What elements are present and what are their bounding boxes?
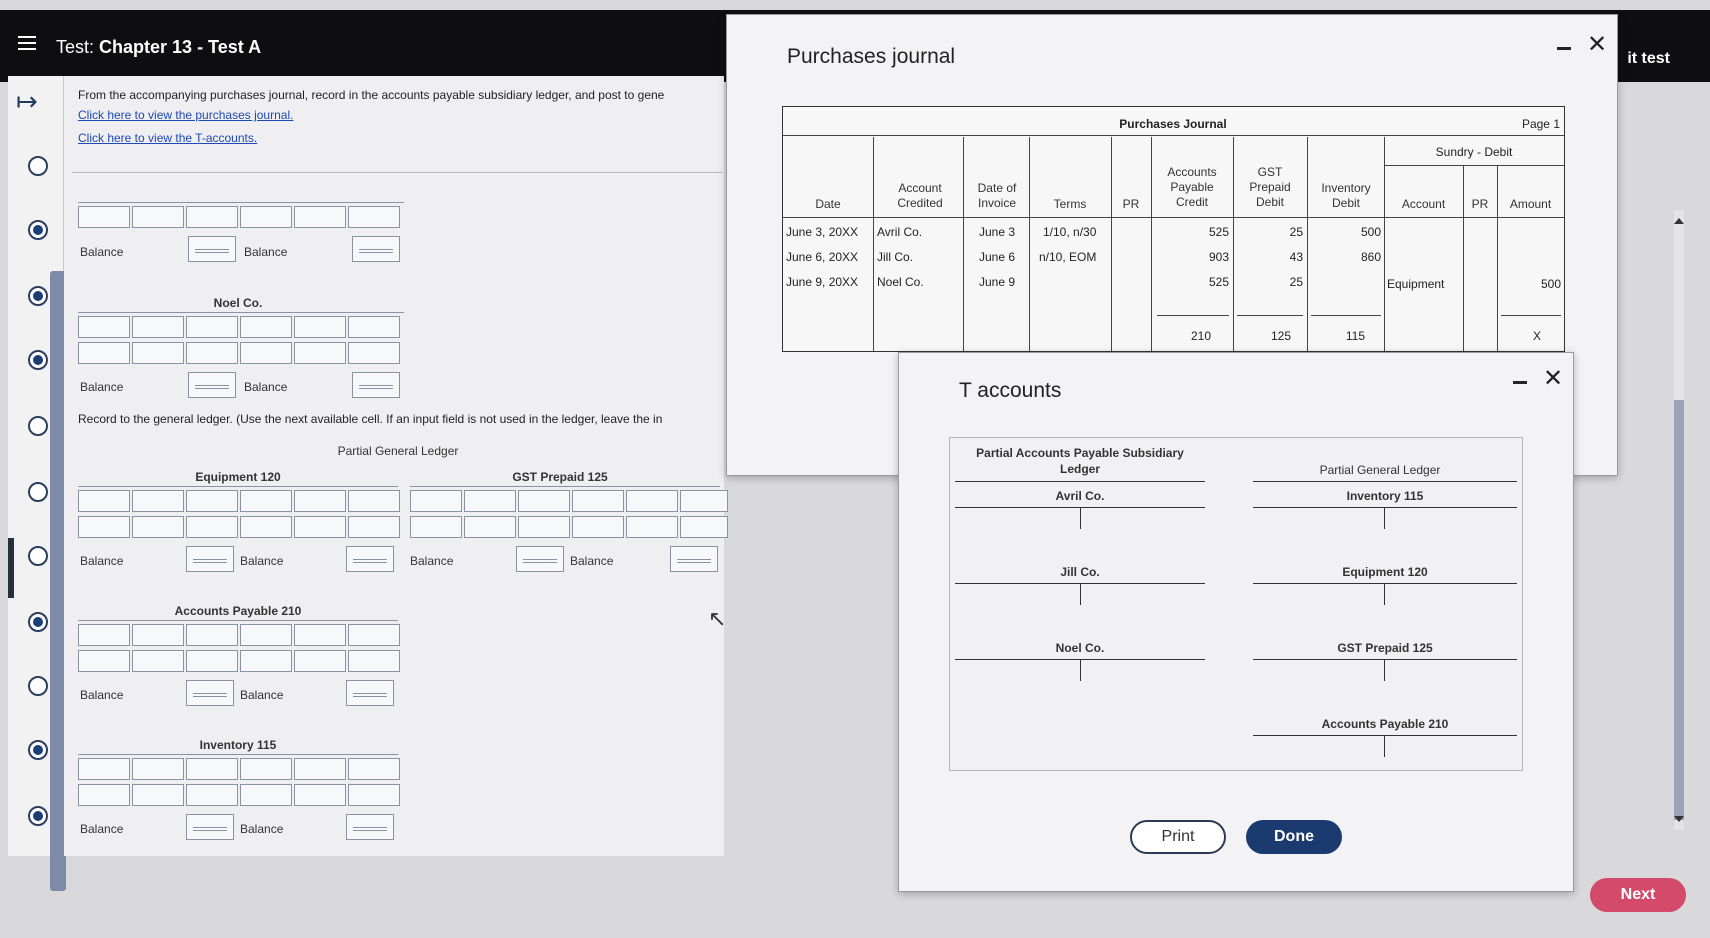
question-radio-6[interactable] — [28, 482, 48, 502]
row-gst: 25 — [1289, 225, 1303, 239]
next-button[interactable]: Next — [1590, 878, 1686, 912]
mouse-cursor-icon: ↖ — [708, 606, 727, 631]
taccount-jill: Jill Co. — [1060, 565, 1100, 579]
question-radio-3[interactable] — [28, 286, 48, 306]
gst-ledger-title: GST Prepaid 125 — [512, 470, 608, 484]
ledger-input[interactable] — [132, 342, 184, 364]
taccount-equipment: Equipment 120 — [1342, 565, 1428, 579]
row-date: June 9, 20XX — [786, 275, 859, 289]
ledger-input[interactable] — [132, 516, 184, 538]
taccount-avril: Avril Co. — [1055, 489, 1105, 503]
balance-label: Balance — [80, 688, 124, 702]
ledger-row — [78, 516, 402, 538]
right-scrollbar[interactable] — [1670, 210, 1688, 830]
row-invoice: June 6 — [979, 250, 1016, 264]
ledger-input[interactable] — [572, 516, 624, 538]
balance-input[interactable] — [352, 236, 400, 262]
row-ap: 525 — [1208, 275, 1229, 289]
question-radio-9[interactable] — [28, 676, 48, 696]
ledger-row — [78, 342, 402, 364]
total-inv: 115 — [1345, 329, 1365, 343]
balance-label: Balance — [80, 380, 124, 394]
ledger-input[interactable] — [294, 206, 346, 228]
header-pr: PR — [1122, 197, 1140, 211]
header-date: Date — [815, 197, 841, 211]
ledger-input[interactable] — [348, 516, 400, 538]
row-account: Jill Co. — [877, 250, 914, 264]
row-invoice: June 3 — [979, 225, 1016, 239]
question-radio-1[interactable] — [28, 156, 48, 176]
ledger-input[interactable] — [294, 650, 346, 672]
minimize-icon[interactable] — [1513, 381, 1527, 384]
ledger-input[interactable] — [348, 342, 400, 364]
ledger-input[interactable] — [186, 784, 238, 806]
ledger-row — [78, 784, 402, 806]
ledger-input[interactable] — [348, 650, 400, 672]
ledger-input[interactable] — [132, 650, 184, 672]
ledger-input[interactable] — [464, 490, 516, 512]
active-question-indicator — [8, 538, 14, 598]
balance-input[interactable] — [352, 372, 400, 398]
balance-label: Balance — [244, 380, 288, 394]
balance-label: Balance — [80, 554, 124, 568]
ledger-input[interactable] — [186, 316, 238, 338]
ledger-input[interactable] — [240, 650, 292, 672]
header-gst-debit: GST Prepaid Debit — [1249, 165, 1291, 209]
ap-ledger-title: Accounts Payable 210 — [174, 604, 302, 618]
row-terms: n/10, EOM — [1039, 250, 1097, 264]
ledger-input[interactable] — [348, 758, 400, 780]
balance-input[interactable] — [188, 372, 236, 398]
ledger-input[interactable] — [294, 784, 346, 806]
header-amount: Amount — [1509, 197, 1552, 211]
ledger-input[interactable] — [132, 490, 184, 512]
balance-label: Balance — [240, 688, 284, 702]
ledger-input[interactable] — [78, 490, 130, 512]
row-account: Noel Co. — [877, 275, 924, 289]
balance-input[interactable] — [186, 680, 234, 706]
total-ap: 210 — [1190, 329, 1211, 343]
ledger-input[interactable] — [464, 516, 516, 538]
ledger-input[interactable] — [348, 624, 400, 646]
row-ap: 525 — [1208, 225, 1229, 239]
total-amount: X — [1532, 329, 1541, 343]
ledger-input[interactable] — [240, 516, 292, 538]
ledger-input[interactable] — [78, 342, 130, 364]
ledger-row — [78, 758, 402, 780]
taccounts-window-title: T accounts — [959, 379, 1062, 402]
inventory-ledger-title: Inventory 115 — [199, 738, 277, 752]
row-gst: 25 — [1289, 275, 1303, 289]
ledger-input[interactable] — [186, 490, 238, 512]
done-button[interactable]: Done — [1246, 820, 1342, 854]
taccount-inventory: Inventory 115 — [1346, 489, 1424, 503]
ledger-input[interactable] — [132, 758, 184, 780]
taccount-gst: GST Prepaid 125 — [1337, 641, 1433, 655]
minimize-icon[interactable] — [1557, 47, 1571, 50]
sundry-header: Sundry - Debit — [1435, 145, 1513, 159]
ledger-input[interactable] — [348, 206, 400, 228]
header-terms: Terms — [1053, 197, 1087, 211]
ledger-input[interactable] — [186, 516, 238, 538]
ledger-input[interactable] — [186, 758, 238, 780]
ledger-input[interactable] — [240, 316, 292, 338]
partial-gl-title: Partial General Ledger — [337, 444, 459, 458]
ledger-input[interactable] — [240, 758, 292, 780]
row-gst: 43 — [1289, 250, 1303, 264]
test-prefix: Test: — [56, 37, 95, 57]
expand-arrow-icon[interactable]: ↦ — [16, 86, 38, 116]
balance-input[interactable] — [516, 546, 564, 572]
ledger-input[interactable] — [78, 316, 130, 338]
ledger-input[interactable] — [78, 624, 130, 646]
purchases-window-title: Purchases journal — [787, 45, 956, 68]
page-label: Page 1 — [1521, 117, 1560, 131]
ledger-input[interactable] — [132, 784, 184, 806]
balance-label: Balance — [244, 245, 288, 259]
ledger-row — [78, 624, 402, 646]
purchases-journal-table — [782, 106, 1565, 352]
ledger-row — [78, 206, 402, 228]
ledger-input[interactable] — [240, 342, 292, 364]
row-date: June 3, 20XX — [786, 225, 859, 239]
balance-input[interactable] — [670, 546, 718, 572]
ledger-input[interactable] — [78, 650, 130, 672]
ledger-input[interactable] — [348, 316, 400, 338]
ledger-input[interactable] — [518, 490, 570, 512]
purchases-journal-link[interactable]: Click here to view the purchases journal. — [78, 108, 294, 122]
ledger-input[interactable] — [132, 624, 184, 646]
ledger-input[interactable] — [240, 624, 292, 646]
test-title — [56, 37, 261, 58]
row-sundry-amount: 500 — [1540, 277, 1561, 291]
balance-input[interactable] — [186, 814, 234, 840]
ledger-input[interactable] — [78, 516, 130, 538]
ledger-row — [78, 650, 402, 672]
row-account: Avril Co. — [877, 225, 923, 239]
balance-label: Balance — [80, 822, 124, 836]
question-radio-11[interactable] — [28, 806, 48, 826]
row-ap: 903 — [1208, 250, 1229, 264]
ledger-input[interactable] — [186, 206, 238, 228]
balance-label: Balance — [410, 554, 454, 568]
header-pr2: PR — [1471, 197, 1489, 211]
row-date: June 6, 20XX — [786, 250, 859, 264]
ledger-row — [78, 316, 402, 338]
ledger-input[interactable] — [240, 206, 292, 228]
question-radio-10[interactable] — [28, 740, 48, 760]
question-instruction: From the accompanying purchases journal, record in the accounts payable subsidiary ledger, and post to gene — [78, 88, 665, 102]
ledger-input[interactable] — [626, 516, 678, 538]
ledger-input[interactable] — [348, 784, 400, 806]
balance-input[interactable] — [346, 546, 394, 572]
gl-instruction: Record to the general ledger. (Use the next available cell. If an input field is not used in the ledger, leave the in — [78, 412, 663, 426]
ledger-input[interactable] — [186, 650, 238, 672]
balance-label: Balance — [240, 554, 284, 568]
ledger-input[interactable] — [680, 516, 728, 538]
balance-input[interactable] — [188, 236, 236, 262]
ledger-input[interactable] — [410, 490, 462, 512]
ledger-input[interactable] — [294, 316, 346, 338]
row-inv: 860 — [1360, 250, 1381, 264]
ledger-input[interactable] — [294, 758, 346, 780]
header-inventory-debit: Inventory Debit — [1321, 181, 1371, 210]
question-radio-2[interactable] — [28, 220, 48, 240]
ledger-input[interactable] — [572, 490, 624, 512]
balance-label: Balance — [80, 245, 124, 259]
taccounts-window — [898, 352, 1574, 892]
row-invoice: June 9 — [979, 275, 1016, 289]
balance-label: Balance — [570, 554, 614, 568]
balance-label: Balance — [240, 822, 284, 836]
question-area — [64, 76, 727, 856]
close-icon[interactable]: ✕ — [1587, 31, 1608, 58]
menu-icon[interactable] — [18, 36, 36, 50]
header-ap-credit: Accounts Payable Credit — [1167, 165, 1217, 209]
ledger-input[interactable] — [294, 490, 346, 512]
balance-input[interactable] — [346, 680, 394, 706]
ledger-row — [410, 516, 730, 538]
balance-input[interactable] — [346, 814, 394, 840]
header-date-of-invoice: Date of Invoice — [977, 181, 1017, 210]
total-gst: 125 — [1270, 329, 1291, 343]
taccount-ap: Accounts Payable 210 — [1321, 717, 1449, 731]
test-name: Chapter 13 - Test A — [99, 37, 262, 57]
ledger-input[interactable] — [78, 206, 130, 228]
divider — [72, 172, 722, 173]
ledger-input[interactable] — [294, 342, 346, 364]
ledger-input[interactable] — [626, 490, 678, 512]
question-nav-rail — [8, 76, 64, 856]
ledger-input[interactable] — [78, 758, 130, 780]
balance-input[interactable] — [186, 546, 234, 572]
ledger-input[interactable] — [132, 206, 184, 228]
ledger-input[interactable] — [518, 516, 570, 538]
ledger-input[interactable] — [294, 516, 346, 538]
ledger-input[interactable] — [240, 490, 292, 512]
ledger-input[interactable] — [680, 490, 728, 512]
print-button[interactable]: Print — [1130, 820, 1226, 854]
ledger-input[interactable] — [186, 342, 238, 364]
journal-title: Purchases Journal — [1119, 117, 1227, 131]
right-header: Partial General Ledger — [1319, 463, 1441, 477]
question-radio-7[interactable] — [28, 546, 48, 566]
row-terms: 1/10, n/30 — [1043, 225, 1097, 239]
noel-ledger-title: Noel Co. — [213, 296, 263, 310]
ledger-input[interactable] — [294, 624, 346, 646]
question-radio-4[interactable] — [28, 350, 48, 370]
taccounts-link[interactable]: Click here to view the T-accounts. — [78, 131, 258, 145]
ledger-input[interactable] — [348, 490, 400, 512]
ledger-row — [410, 490, 730, 512]
question-radio-5[interactable] — [28, 416, 48, 436]
question-radio-8[interactable] — [28, 612, 48, 632]
left-header: Partial Accounts Payable Subsidiary Ledger — [976, 446, 1184, 476]
ledger-row — [78, 490, 402, 512]
ledger-input[interactable] — [410, 516, 462, 538]
header-account-credited: Account Credited — [897, 181, 943, 210]
ledger-input[interactable] — [132, 316, 184, 338]
ledger-input[interactable] — [186, 624, 238, 646]
header-account: Account — [1401, 197, 1446, 211]
exit-test-button[interactable]: it test — [1627, 50, 1670, 67]
ledger-input[interactable] — [240, 784, 292, 806]
row-sundry-account: Equipment — [1387, 277, 1445, 291]
taccount-noel: Noel Co. — [1055, 641, 1105, 655]
row-inv: 500 — [1360, 225, 1381, 239]
close-icon[interactable]: ✕ — [1543, 365, 1564, 392]
ledger-input[interactable] — [78, 784, 130, 806]
equipment-ledger-title: Equipment 120 — [195, 470, 281, 484]
